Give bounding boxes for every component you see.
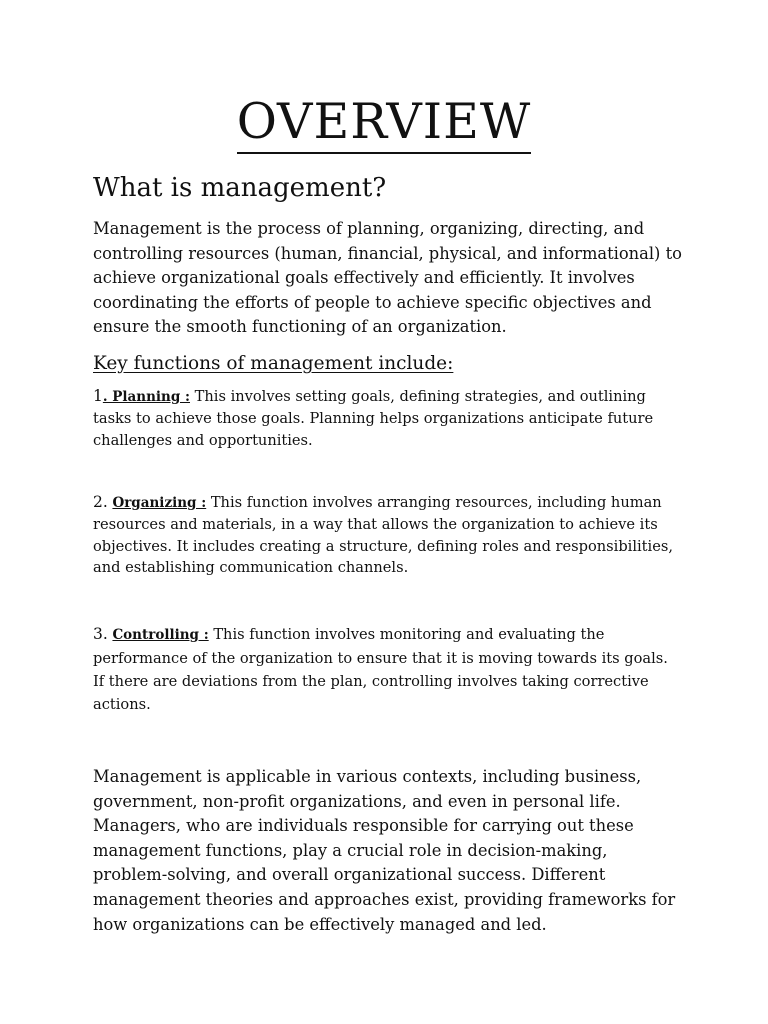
function-name: Controlling : [112, 627, 209, 643]
function-description: This involves setting goals, defining strategies, and outlining tasks to achieve those goals. Planning helps organizations anticipate future challenges and opportunities. [93, 388, 654, 449]
function-item-controlling [93, 623, 683, 716]
function-number: 1 [93, 387, 103, 405]
intro-paragraph: Management is the process of planning, organizing, directing, and controlling resources (human, financial, physical, and informational) to achieve organizational goals effectively and efficiently. It involves coordinating the efforts of people to achieve specific objectives and ensure the smooth functioning of an organization. [93, 219, 682, 337]
function-description: This function involves monitoring and evaluating the performance of the organization to ensure that it is moving towards its goals. If there are deviations from the plan, controlling involves taking corrective actions. [93, 626, 668, 713]
closing-paragraph: Management is applicable in various contexts, including business, government, non-profit organizations, and even in personal life. Managers, who are individuals responsible for carrying out these management functions, play a crucial role in decision-making, problem-solving, and overall organizational success. Different management theories and approaches exist, providing frameworks for how organizations can be effectively managed and led. [93, 767, 676, 934]
key-functions-heading: Key functions of management include: [93, 353, 454, 374]
function-number: 3. [93, 625, 108, 643]
function-item-organizing [93, 492, 683, 579]
page-title [0, 92, 768, 154]
function-item-planning [93, 386, 683, 451]
function-name: . Planning : [102, 389, 190, 405]
page-title-text: OVERVIEW [237, 92, 532, 154]
subheading: What is management? [93, 173, 387, 203]
function-number: 2. [93, 493, 108, 511]
function-name: Organizing : [112, 495, 207, 511]
function-description: This function involves arranging resources, including human resources and materials, in a way that allows the organization to achieve its objectives. It includes creating a structure, defining roles and responsibilities, and establishing communication channels. [93, 494, 673, 577]
